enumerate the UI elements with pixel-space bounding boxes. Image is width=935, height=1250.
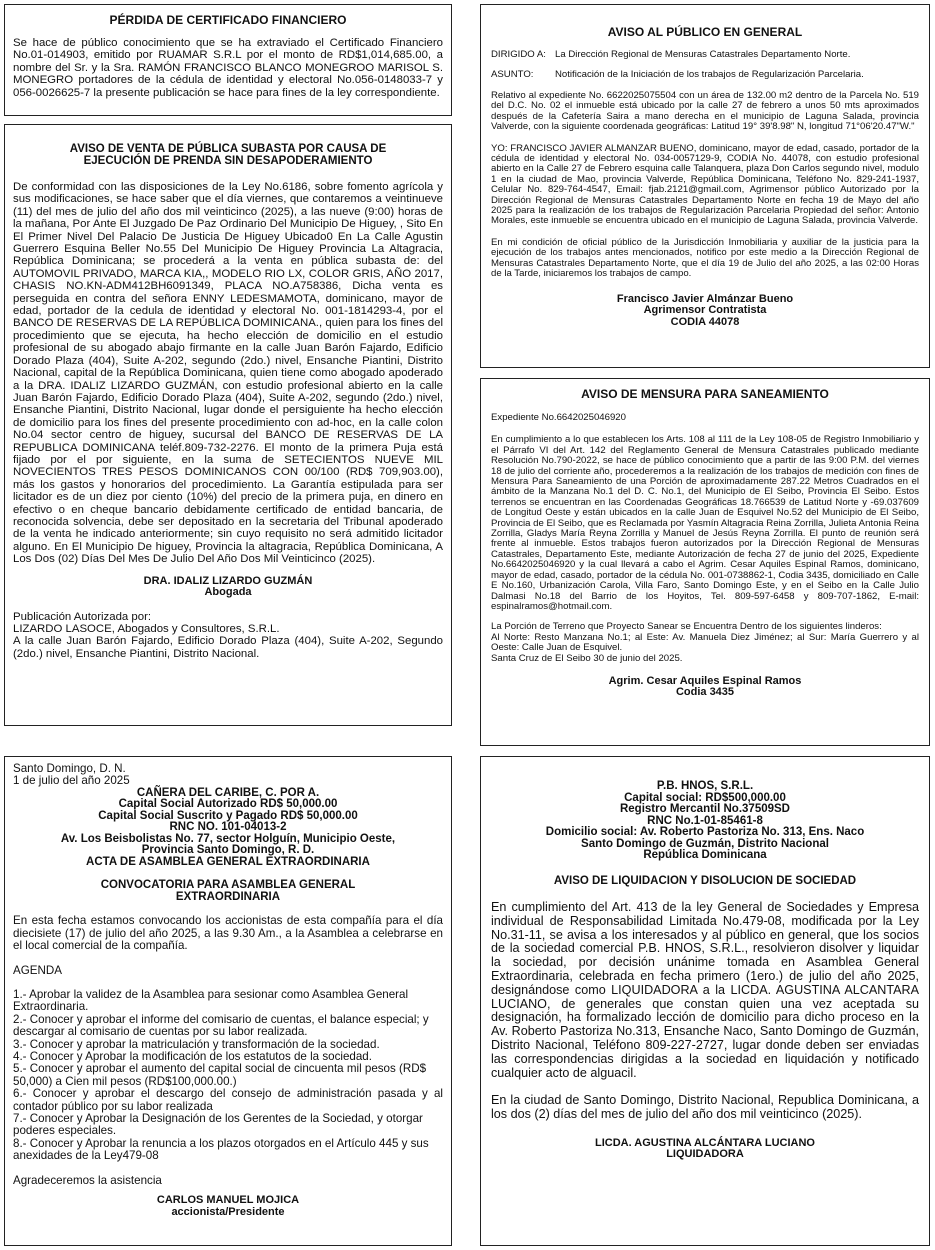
- agenda-item: 3.- Conocer y aprobar la matriculación y transformación de la sociedad.: [13, 1037, 380, 1051]
- agenda-title: AGENDA: [13, 963, 62, 977]
- notice-liquidation: [480, 756, 930, 1246]
- notice-title: AVISO AL PÚBLICO EN GENERAL: [607, 25, 803, 39]
- signer-codia: CODIA 44078: [670, 315, 740, 328]
- signer-role: accionista/Presidente: [171, 1205, 285, 1218]
- rnc: RNC No.1-01-85461-8: [647, 814, 763, 827]
- signer-name: Agrim. Cesar Aquiles Espinal Ramos: [608, 674, 802, 687]
- boundaries-intro: La Porción de Terreno que Proyecto Sanear se Encuentra Dentro de los siguientes linderos:: [491, 621, 882, 633]
- company-name: P.B. HNOS, S.R.L.: [656, 780, 754, 792]
- dirigido-label: DIRIGIDO A:: [491, 49, 546, 60]
- convocation-title-1: CONVOCATORIA PARA ASAMBLEA GENERAL: [100, 879, 356, 892]
- notice-survey-sanitation: [480, 378, 930, 746]
- paragraph-3: En mi condición de oficial público de la Jurisdicción Inmobiliaria y auxiliar de la justicia para la ejecución de los trabajos antes mencionados, notifico por este medio a la Dirección Regional de Mensuras Catastrales Departamento Norte, que el día 19 de Julio del año 2025, a las 02:00 Horas de la Tarde, iniciaremos los trabajos de campo.: [491, 236, 919, 280]
- signer-role: Abogada: [204, 586, 252, 599]
- agenda-item: 7.- Conocer y Aprobar la Designación de los Gerentes de la Sociedad, y otorgar poderes especiales.: [13, 1112, 423, 1138]
- dirigido-row: [491, 49, 919, 60]
- agenda-item: 1.- Aprobar la validez de la Asamblea para sesionar como Asamblea General Extraordinaria.: [13, 987, 409, 1014]
- notice-body: Se hace de público conocimiento que se ha extraviado el Certificado Financiero No.01-014903, emitido por RUAMAR S.R.L por el monto de RD$1,014,685.00, a nombre del Sr. y la Sra. RAMÓN FRANCISCO BLANCO MONEGROO MARISOL S. MONEGRO portadores de la cédula de identidad y electoral No.056-0148033-7 y 056-0026625-7 la presente publicación se hace para fines de la ley correspondiente.: [13, 37, 443, 99]
- capital-authorized: Capital Social Autorizado RD$ 50,000.00: [118, 798, 338, 811]
- asunto-label: ASUNTO:: [491, 69, 534, 80]
- asunto-row: [491, 69, 919, 80]
- title-line-2: EJECUCIÓN DE PRENDA SIN DESAPODERAMIENTO: [83, 155, 373, 167]
- capital: Capital social: RD$500,000.00: [624, 791, 786, 804]
- signer-codia: Codia 3435: [675, 686, 735, 699]
- signer-role: LIQUIDADORA: [666, 1148, 744, 1161]
- rnc: RNC NO. 101-04013-2: [169, 821, 287, 834]
- notice-public-auction: [4, 124, 452, 726]
- thanks: Agradeceremos la asistencia: [13, 1173, 162, 1187]
- address-line-2: Provincia Santo Domingo, R. D.: [141, 844, 315, 857]
- publication-line: Publicación Autorizada por:: [13, 610, 152, 623]
- dirigido-value: La Dirección Regional de Mensuras Catastrales Departamento Norte.: [555, 49, 851, 60]
- signer-role: Agrimensor Contratista: [643, 304, 767, 316]
- agenda-item: 4.- Conocer y Aprobar la modificación de los estatutos de la sociedad.: [13, 1049, 372, 1063]
- agenda-item: 8.- Conocer y Aprobar la renuncia a los plazos otorgados en el Artículo 445 y sus anexidades de la Ley479-08: [13, 1136, 429, 1163]
- domicile-line-1: Domicilio social: Av. Roberto Pastoriza No. 313, Ens. Naco: [545, 826, 865, 838]
- paragraph-1: Relativo al expediente No. 6622025075504 con un área de 132.00 m2 dentro de la Parcela No. 519 del D.C. No. 02 el inmueble está ubicado por la calle 27 de febrero a unos 50 mts aproximados después de la Cafetería Saira a mano derecha en el municipio de Laguna Salada, provincia Valverde, con la siguiente coordenada geográficas: Latitud 19° 39'8.98" N, longitud 71°06'20.47"W.": [491, 90, 919, 133]
- place: Santo Domingo, D. N.: [13, 762, 126, 775]
- signer-name: DRA. IDALIZ LIZARDO GUZMÁN: [143, 574, 313, 587]
- agenda-item: 6.- Conocer y aprobar el descargo del consejo de administración pasada y al contador público por su labor realizada: [13, 1087, 443, 1113]
- address-line-1: Av. Los Beisbolistas No. 77, sector Holguín, Municipio Oeste,: [60, 832, 396, 845]
- place-date: Santa Cruz de El Seibo 30 de junio del 2025.: [491, 652, 683, 664]
- publication-firm: LIZARDO LASOCE, Abogados y Consultores, S.R.L.: [13, 623, 280, 635]
- agenda-item: 5.- Conocer y aprobar el aumento del capital social de cincuenta mil pesos (RD$ 50,000) a Cien mil pesos (RD$100,000.00.): [13, 1062, 427, 1088]
- notice-body: De conformidad con las disposiciones de la Ley No.6186, sobre fomento agrícola y sus modificaciones, se hace saber que el día viernes, que contaremos a veintinueve (11) del mes de julio del año dos mil veinticinco (2025), a las nueve (9:00) horas de la mañana, Por Ante El Juzgado De Paz Ordinario Del Municipio De Higuey, , Sito En El Primer Nivel Del Palacio De Justicia De Higuey Ubicado0 En La Calle Agustin Guerrero Esquina Beller No.55 Del Municipio De Higuey Provincia La Altagracia, República Dominicana; se procederá a la venta en pública subasta de: del AUTOMOVIL PRIVADO, MARCA KIA,, MODELO RIO LX, COLOR GRIS, AÑO 2017, CHASIS NO.KN-ADM412BH6091349, PLACA NO.A758386, Dicha venta es perseguida en contra del señora ENNY LEDESMAMOTA, dominicano, mayor de edad, portador de la cedula de identidad y electoral No. 001-1814293-4, por el BANCO DE RESERVAS DE LA REPÚBLICA DOMINICANA., quien para los fines del procedimiento que se ejecuta, ha hecho elección de domicilio en el estudio profesional de su abogado abajo firmante en la calle Juan Barón Fajardo, Edificio Dorado Plaza (404), Suite A-202, segundo (2do.) nivel, Ensanche Piantini, Distrito Nacional, capital de la República Dominicana, quien tiene como abogado apoderado a la DRA. IDALIZ LIZARDO GUZMÁN, con estudio profesional abierto en la calle Juan Barón Fajardo, Edificio Dorado Plaza (404), Suite A-202, segundo (2do.) nivel, Ensanche Piantini, Distrito Nacional, lugar donde el persiguiente ha hecho elección de domicilio para los fines del presente procedimiento con ad-hoc, en la calle colon No.04 sector centro de higuey, sucursal del BANCO DE RESERVAS DE LA REPUBLICA DOMINICANA teléf.809-732-2276. El monto de la primera Puja está fijado por el por siguiente, en la suma de SETECIENTOS NUEVE MIL NOVECIENTOS TRES PESOS DOMINICANOS CON 00/100 (RD$ 709,903.00), más los gastos y honorarios del procedimiento. La Garantía estipulada para ser licitador es de un diez por ciento (10%) del precio de la primera puja, en dinero en efectivo o en cheque bancario debidamente certificado de entidad bancaria, de reconocida solvencia, debe ser depositado en la secretaria del Tribunal apoderado de la venta he indicado anteriormente; sin cuyo requisito no será admitido licitador alguno. En El Municipio De higuey, Provincia la altagracia, República Dominicana, A Los Dos (02) Días Del Mes De Julio Del Año Dos Mil Veinticinco (2025).: [13, 181, 443, 566]
- boundaries: Al Norte: Resto Manzana No.1; al Este: Av. Manuela Diez Jiménez; al Sur: María Guerrero y al Oeste: Calle Juan de Esquivel.: [491, 631, 919, 654]
- capital-subscribed: Capital Social Suscrito y Pagado RD$ 50,000.00: [98, 809, 358, 822]
- asunto-value: Notificación de la Iniciación de los trabajos de Regularización Parcelaria.: [555, 69, 864, 80]
- notice-lost-certificate: [4, 4, 452, 116]
- title-line-1: AVISO DE VENTA DE PÚBLICA SUBASTA POR CAUSA DE: [69, 143, 387, 155]
- paragraph-2: YO: FRANCISCO JAVIER ALMANZAR BUENO, dominicano, mayor de edad, casado, portador de la cédula de identidad y electoral No. 034-0057129-9, CODIA No. 44078, con estudio profesional abierto en la Calle 27 de Febrero esquina calle Talanquera, plaza Don Carlos segundo nivel, modulo 1 en la ciudad de Mao, provincia Valverde, República Dominicana, Teléfono No. 829-241-1937, Celular No. 829-764-4547, Email: fjab.2121@gmail.com, Agrimensor público Autorizado por la Dirección Regional de Mensuras Catastrales Departamento Norte en fecha 19 de Mayo del año 2025 para la realización de los trabajos de Regularización Parcelaria Propiedad del señor: Antonio Morales, este inmueble se encuentra ubicado en el municipio de Laguna Salada, provincia Valverde.: [491, 142, 919, 227]
- paragraph-2: En la ciudad de Santo Domingo, Distrito Nacional, Republica Dominicana, a los dos (2) días del mes de julio del año dos mil veinticinco (2025).: [491, 1093, 919, 1122]
- registro: Registro Mercantil No.37509SD: [619, 803, 790, 815]
- notice-title: [13, 143, 443, 167]
- paragraph-1: En cumplimiento a lo que establecen los Arts. 108 al 111 de la Ley 108-05 de Registro Inmobiliario y el Párrafo VI del Art. 142 del Reglamento General de Mensura Catastrales publicado mediante Resolución No.790-2022, se hace de público conocimiento que a partir de las 9:00 P.M. del viernes 18 de julio del corriente año, procederemos a la realización de los trabajos de medición con fines de Mensura Para Saneamiento de una Porción de aproximadamente 287.22 Metros Cuadrados en el ámbito de la Manzana No.1 del D. C. No.1, del Municipio de El Seibo, Provincia El Seibo. Estos terrenos se encuentran en las Coordenadas Geográficas 18.766539 de Latitud Norte y -69.037609 de Longitud Oeste y están ubicados en la calle Juan de Esquivel No.52 del Municipio de El Seibo, Provincia de El Seibo, que es Reclamada por Yasmín Altagracia Reina Zorrilla, Julieta Antonia Reina Zorrilla, Gladys María Reyna Zorrilla y Manuel de Jesús Reyna Zorrilla. El punto de reunión será frente al inmueble. Estos trabajos fueron autorizados por la Dirección Regional de Mensuras Catastrales, Departamento Este, mediante Autorización de fecha 27 de junio del 2025, Expediente No.6642025046920 y la cual llevará a cabo el Agrim. Cesar Aquiles Espinal Ramos, dominicano, mayor de edad, casado, portador de la cédula No. 001-0738862-1, Codia 3435, domiciliado en Calle E No.160, Urbanización Carola, Villa Faro, Santo Domingo Este, y en el Seibo en la Calle Julio Dalmasi No.18 del Barrio de los Hoyitos, Tel. 809-597-6458 y 809-707-1862, E-mail: espinalramos@hotmail.com.: [491, 434, 919, 612]
- publication-address: A la calle Juan Barón Fajardo, Edificio Dorado Plaza (404), Suite A-202, Segundo (2do.) nivel, Ensanche Piantini, Distrito Nacional.: [13, 635, 443, 660]
- notice-assembly-convocation: [4, 756, 452, 1246]
- convocation-title-2: EXTRAORDINARIA: [175, 890, 281, 903]
- domicile-line-2: Santo Domingo de Guzmán, Distrito Nacional: [581, 837, 829, 850]
- signer-name: CARLOS MANUEL MOJICA: [156, 1194, 300, 1207]
- acta-title: ACTA DE ASAMBLEA GENERAL EXTRAORDINARIA: [86, 855, 370, 868]
- company-name: CAÑERA DEL CARIBE, C. POR A.: [136, 786, 320, 799]
- signer-name: Francisco Javier Almánzar Bueno: [616, 292, 794, 305]
- paragraph-1: En cumplimiento del Art. 413 de la ley General de Sociedades y Empresa individual de Responsabilidad Limitada No.479-08, modificada por la Ley No.31-11, se avisa a los interesados y al público en general, que los socios de la sociedad comercial P.B. HNOS, S.R.L., resolvieron disolver y liquidar la sociedad, por decisión unánime tomada en Asamblea General Extraordinaria, celebrada en fecha primero (1ero.) de julio del año 2025, designándose como LIQUIDADORA a la LICDA. AGUSTINA ALCANTARA LUCIANO, de generales que constan quien una vez aceptada su designación, ha formalizado lección de domicilio para dicho proceso en la Av. Roberto Pastoriza No.313, Ensanche Naco, Santo Domingo de Guzmán, Distrito Nacional, Teléfono 809-227-2727, lugar donde deben ser enviadas las correspondencias dirigidas a la sociedad en liquidación y notificado cualquier acto de alguacil.: [491, 900, 919, 1080]
- signer-name: LICDA. AGUSTINA ALCÁNTARA LUCIANO: [595, 1136, 815, 1149]
- notice-title: AVISO DE MENSURA PARA SANEAMIENTO: [581, 387, 829, 401]
- domicile-line-3: República Dominicana: [643, 849, 767, 861]
- notice-public-general: [480, 4, 930, 368]
- expediente: Expediente No.6642025046920: [491, 412, 626, 423]
- date: 1 de julio del año 2025: [13, 774, 130, 788]
- intro: En esta fecha estamos convocando los accionistas de esta compañía para el día diecisiete (17) de julio del año 2025, a las 9.30 Am., a la Asamblea a celebrarse en el local comercial de la compañía.: [13, 914, 443, 953]
- notice-title: PÉRDIDA DE CERTIFICADO FINANCIERO: [109, 13, 347, 27]
- agenda-item: 2.- Conocer y aprobar el informe del comisario de cuentas, el balance especial; y descargar al comisario de cuentas por su labor realizada.: [13, 1012, 429, 1039]
- notice-title: AVISO DE LIQUIDACION Y DISOLUCION DE SOCIEDAD: [553, 874, 857, 887]
